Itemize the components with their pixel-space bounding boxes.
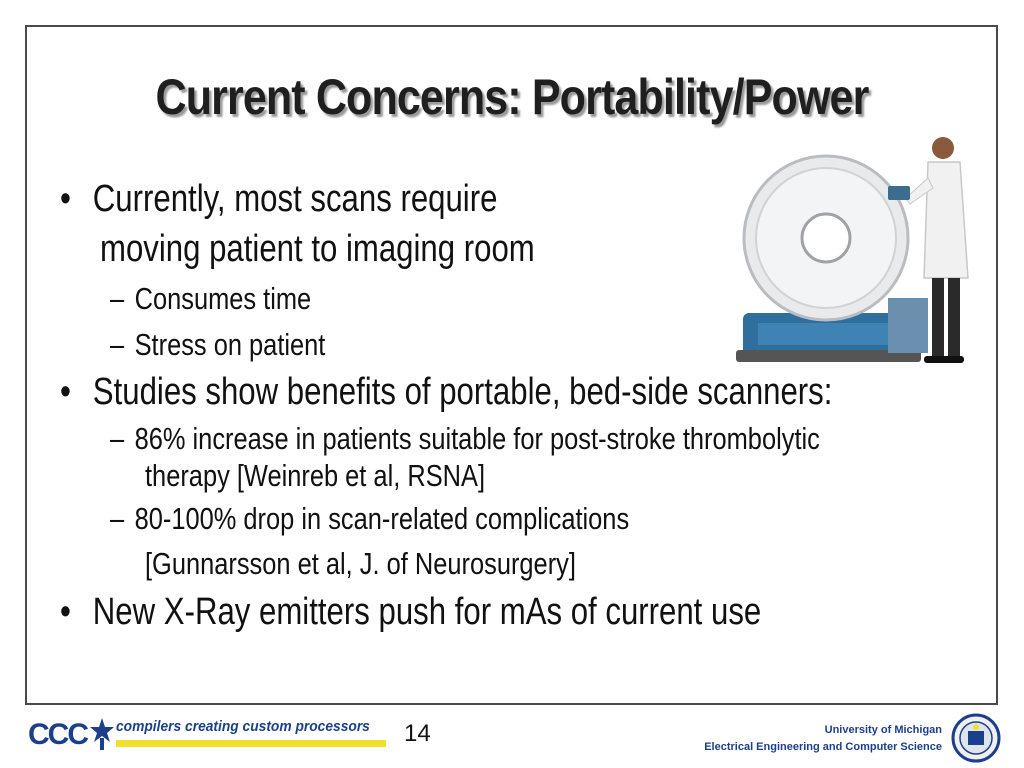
- star-icon: [90, 716, 114, 752]
- doctor-leg-left: [932, 278, 944, 358]
- sub-bullet-86-percent-cont: therapy [Weinreb et al, RSNA]: [145, 458, 486, 493]
- scanner-cart: [888, 298, 928, 353]
- ccc-logo-letters: CCC: [28, 718, 87, 751]
- doctor-coat: [924, 162, 968, 278]
- page-number: 14: [404, 720, 431, 747]
- doctor-head: [932, 137, 954, 159]
- sub-bullet-stress: – Stress on patient: [110, 327, 326, 362]
- doctor-shoes: [924, 356, 964, 363]
- logo-yellow-bar: [116, 740, 386, 747]
- university-credit: [704, 722, 942, 756]
- ccc-logo: [28, 714, 368, 758]
- sub-bullet-consumes-time: – Consumes time: [110, 281, 312, 316]
- university-name: University of Michigan: [824, 724, 942, 736]
- scanner-bore: [802, 214, 850, 262]
- slide-title: Current Concerns: Portability/Power: [155, 69, 869, 125]
- sub-bullet-80-100-percent-cont: [Gunnarsson et al, J. of Neurosurgery]: [145, 546, 576, 581]
- sub-bullet-86-percent: – 86% increase in patients suitable for post-stroke thrombolytic: [110, 421, 820, 456]
- ct-scanner-image: [728, 128, 988, 373]
- university-seal-icon: [951, 713, 1001, 763]
- department-name: Electrical Engineering and Computer Science: [704, 741, 942, 753]
- scanner-panel: [758, 323, 898, 345]
- bullet-1: • Currently, most scans require: [60, 178, 498, 220]
- bullet-2: • Studies show benefits of portable, bed-side scanners:: [60, 371, 833, 413]
- sub-bullet-80-100-percent: – 80-100% drop in scan-related complications: [110, 501, 630, 536]
- scanner-controller: [888, 186, 910, 200]
- ccc-tagline: compilers creating custom processors: [116, 718, 370, 735]
- bullet-3: • New X-Ray emitters push for mAs of current use: [60, 591, 762, 633]
- doctor-leg-right: [948, 278, 960, 358]
- bullet-1-continued: moving patient to imaging room: [100, 228, 535, 270]
